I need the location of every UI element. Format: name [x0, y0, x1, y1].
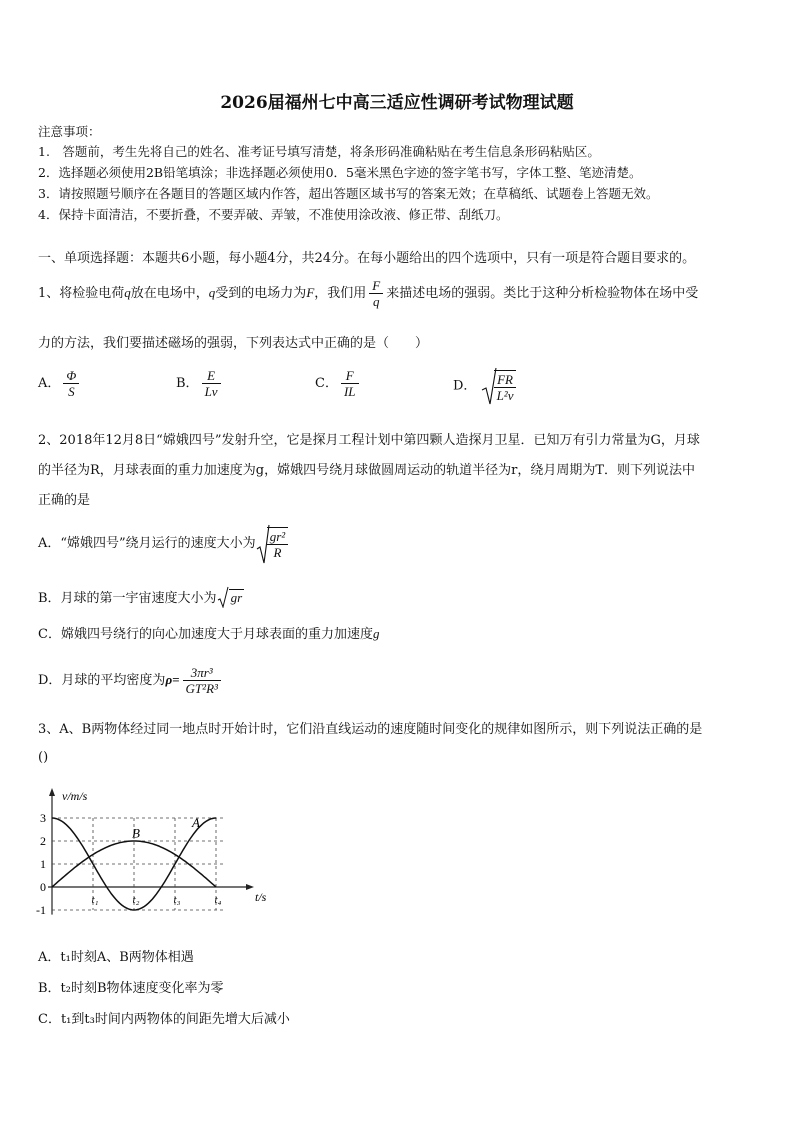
question-3-line-1: 3、A、B两物体经过同一地点时开始计时，它们沿直线运动的速度随时间变化的规律如图所示，则下列说法正确的是: [38, 722, 703, 737]
q3-option-a[interactable]: A．t₁时刻A、B两物体相遇: [38, 950, 194, 965]
y-tick-label: -1: [36, 903, 46, 917]
x-tick-label: t₃: [173, 894, 181, 906]
notice-item-3: 3．请按照题号顺序在各题目的答题区域内作答，超出答题区域书写的答案无效；在草稿纸、试题卷上答题无效。: [38, 186, 659, 201]
q2-option-a[interactable]: A．“嫦娥四号”绕月运行的速度大小为 $\frac{\text{gr²}}{R}$: [38, 522, 291, 566]
y-tick-label: 0: [40, 880, 46, 894]
velocity-time-graph: [30, 784, 280, 924]
notice-item-4: 4．保持卡面清洁，不要折叠，不要弄破、弄皱，不准使用涂改液、修正带、刮纸刀。: [38, 207, 509, 222]
q2-option-c[interactable]: C．嫦娥四号绕行的向心加速度大于月球表面的重力加速度g: [38, 626, 380, 642]
q2-option-b[interactable]: B．月球的第一宇宙速度大小为 gr: [38, 586, 244, 608]
x-axis-arrow-icon: [246, 884, 254, 890]
y-tick-label: 3: [40, 811, 46, 825]
field-strength-fraction: $\frac{F}{q}$: [369, 278, 383, 309]
notice-item-1: 1. 答题前，考生先将自己的姓名、准考证号填写清楚，将条形码准确粘贴在考生信息条形码粘贴区。: [38, 144, 600, 159]
series-b-label: B: [132, 825, 140, 841]
series-a-label: A: [192, 814, 200, 830]
question-2-line-1: 2、2018年12月8日“嫦娥四号”发射升空，它是探月工程计划中第四颗人造探月卫星．已知万有引力常量为G，月球: [38, 433, 700, 448]
q1-option-c[interactable]: C． $\frac{F}{IL}$: [315, 368, 362, 399]
notice-heading: 注意事项：: [38, 124, 101, 139]
question-2-line-2: 的半径为R，月球表面的重力加速度为g，嫦娥四号绕月球做圆周运动的轨道半径为r，绕月周期为T．则下列说法中: [38, 463, 695, 478]
q1-option-b[interactable]: B． $\frac{E}{Lv}$: [176, 368, 224, 399]
q2-option-d[interactable]: D．月球的平均密度为ρ= $\frac{\text{3πr³}}{\text{GT²R³}}$: [38, 658, 224, 703]
y-axis-arrow-icon: [49, 788, 55, 796]
question-1-line-2: 力的方法，我们要描述磁场的强弱，下列表达式中正确的是（ ）: [38, 336, 429, 351]
question-3-line-2: (): [38, 750, 49, 765]
q1-option-a[interactable]: A． $\frac{\Phi}{S}$: [38, 368, 82, 399]
question-1-line-1: 1、将检验电荷q放在电场中，q受到的电场力为F，我们用 $\frac{F}{q}$ 来描述电场的强弱。类比于这种分析检验物体在场中受: [38, 278, 699, 309]
q3-option-c[interactable]: C．t₁到t₃时间内两物体的间距先增大后减小: [38, 1012, 290, 1027]
x-tick-label: t₂: [132, 894, 140, 906]
y-tick-label: 1: [40, 857, 46, 871]
x-axis-label: t/s: [255, 890, 267, 904]
notice-item-2: 2．选择题必须使用2B铅笔填涂；非选择题必须使用0．5毫米黑色字迹的签字笔书写，字体工整、笔迹清楚。: [38, 165, 642, 180]
y-tick-label: 2: [40, 834, 46, 848]
exam-title: 2026届福州七中高三适应性调研考试物理试题: [220, 93, 574, 113]
section-heading: 一、单项选择题：本题共6小题，每小题4分，共24分。在每小题给出的四个选项中，只有一项是符合题目要求的。: [38, 251, 696, 266]
sqrt-sign-icon: [217, 586, 229, 608]
y-axis-label: v/m/s: [62, 789, 88, 803]
q3-option-b[interactable]: B．t₂时刻B物体速度变化率为零: [38, 981, 224, 996]
question-2-line-3: 正确的是: [38, 493, 91, 508]
q1-option-d[interactable]: D． $\frac{FR}{\text{L²v}}$: [453, 366, 519, 406]
x-tick-label: t₁: [91, 894, 99, 906]
x-tick-label: t₄: [214, 894, 222, 906]
